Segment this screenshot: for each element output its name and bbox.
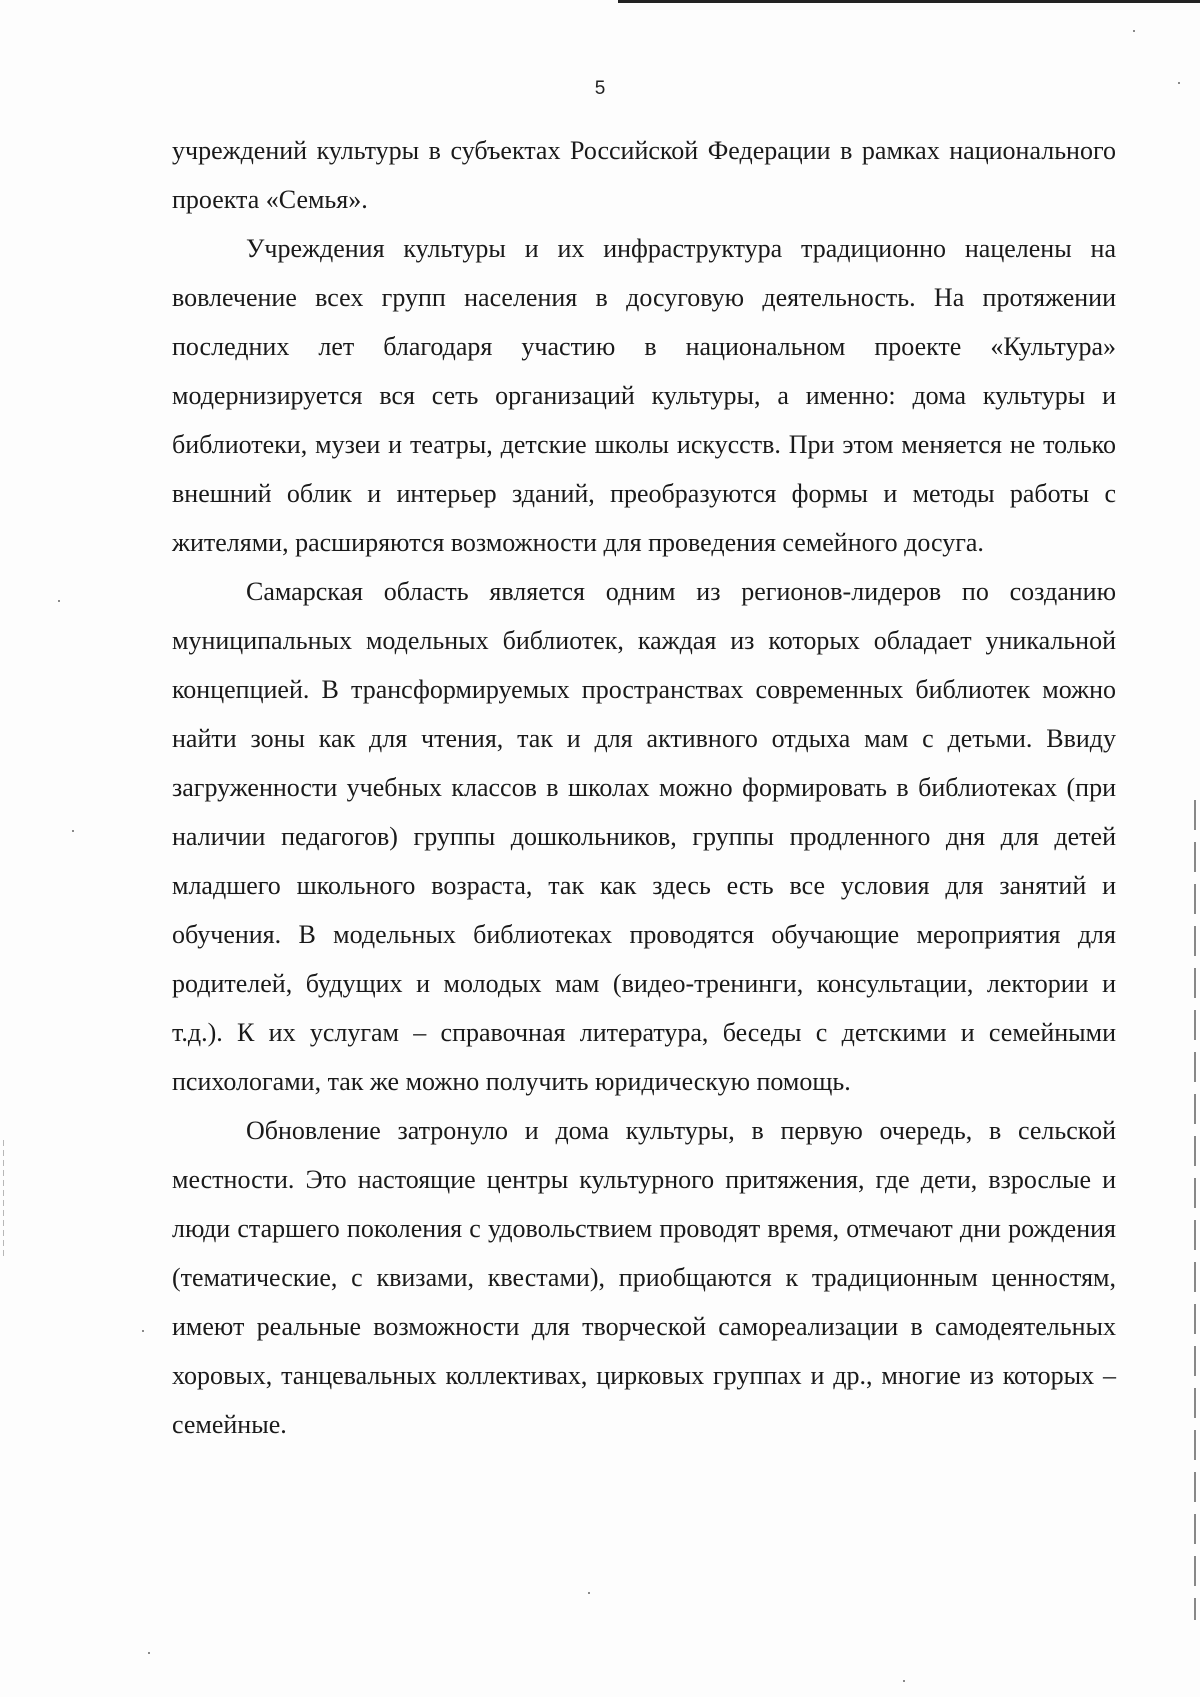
scan-speck (1133, 30, 1135, 32)
paragraph-culture-infrastructure: Учреждения культуры и их инфраструктура традиционно нацелены на вовлечение всех групп населения в досуговую деятельность. На протяжении последних лет благодаря участию в национальном проекте «Культура» модернизируется вся сеть организаций культуры, а именно: дома культуры и библиотеки, музеи и театры, детские школы искусств. При этом меняется не только внешний облик и интерьер зданий, преобразуются формы и методы работы с жителями, расширяются возможности для проведения семейного досуга. (172, 234, 1116, 557)
scan-edge-left (3, 1140, 4, 1260)
document-body (172, 126, 1116, 1449)
scan-edge-right (1194, 800, 1196, 1620)
scan-speck (142, 1330, 144, 1332)
scan-speck (58, 600, 60, 602)
page-number: 5 (594, 78, 606, 99)
paragraph-houses-of-culture: Обновление затронуло и дома культуры, в первую очередь, в сельской местности. Это настоящие центры культурного притяжения, где дети, взрослые и люди старшего поколения с удовольствием проводят время, отмечают дни рождения (тематические, с квизами, квестами), приобщаются к традиционным ценностям, имеют реальные возможности для творческой самореализации в самодеятельных хоровых, танцевальных коллективах, цирковых группах и др., многие из которых – семейные. (172, 1116, 1116, 1439)
scan-speck (588, 1592, 590, 1594)
scan-edge-top (618, 0, 1200, 3)
scan-speck (903, 1680, 905, 1682)
scan-speck (148, 1652, 150, 1654)
paragraph-samara-libraries: Самарская область является одним из регионов-лидеров по созданию муниципальных модельных библиотек, каждая из которых обладает уникальной концепцией. В трансформируемых пространствах современных библиотек можно найти зоны как для чтения, так и для активного отдыха мам с детьми. Ввиду загруженности учебных классов в школах можно формировать в библиотеках (при наличии педагогов) группы дошкольников, группы продленного дня для детей младшего школьного возраста, так как здесь есть все условия для занятий и обучения. В модельных библиотеках проводятся обучающие мероприятия для родителей, будущих и молодых мам (видео-тренинги, консультации, лектории и т.д.). К их услугам – справочная литература, беседы с детскими и семейными психологами, так же можно получить юридическую помощь. (172, 577, 1116, 1096)
paragraph-continuation: учреждений культуры в субъектах Российской Федерации в рамках национального проекта «Семья». (172, 136, 1116, 214)
scan-speck (72, 830, 74, 832)
